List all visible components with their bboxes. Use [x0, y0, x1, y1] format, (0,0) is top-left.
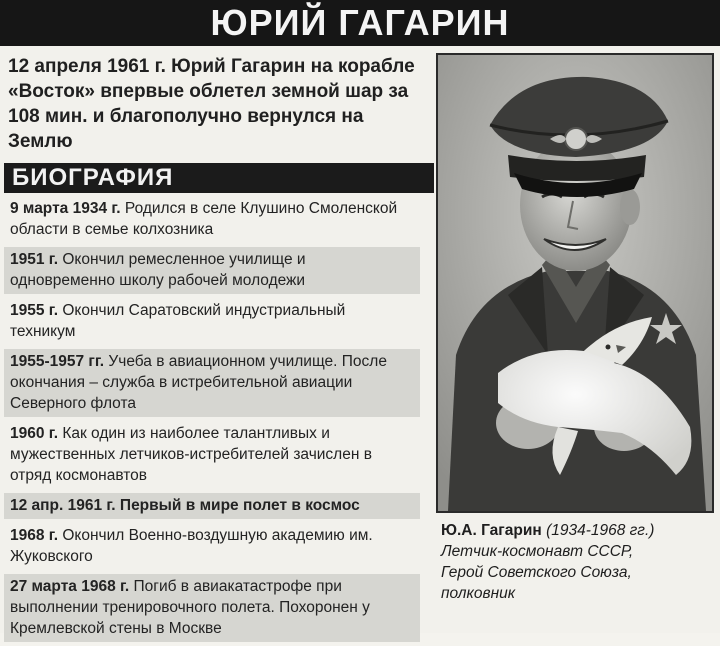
entry-text: Окончил Военно-воздушную академию им. Жуковского	[10, 527, 373, 565]
portrait-photo	[436, 53, 714, 513]
portrait-caption	[441, 520, 717, 604]
entry-text: Погиб в авиакатастрофе при выполнении тренировочного полета. Похоронен у Кремлевской стены в Москве	[10, 578, 370, 637]
entry-text: Как один из наиболее талантливых и мужественных летчиков-истребителей зачислен в отряд космонавтов	[10, 425, 372, 484]
timeline-entry	[4, 247, 420, 294]
timeline-entry	[4, 298, 420, 345]
caption-honor: Герой Советского Союза,	[441, 564, 632, 581]
caption-rank: полковник	[441, 585, 516, 602]
intro-text: 12 апреля 1961 г. Юрий Гагарин на корабле «Восток» впервые облетел земной шар за 108 мин. и благополучно вернулся на Землю	[8, 56, 415, 152]
entry-text: Родился в селе Клушино Смоленской области в семье колхозника	[10, 200, 398, 238]
entry-text: Окончил ремесленное училище и одновременно школу рабочей молодежи	[10, 251, 306, 289]
portrait-illustration	[438, 55, 712, 511]
entry-date: 1968 г.	[10, 527, 58, 544]
entry-text: Первый в мире полет в космос	[119, 497, 360, 514]
entry-date: 12 апр. 1961 г.	[10, 497, 116, 514]
timeline-entry	[4, 196, 420, 243]
entry-date: 1955 г.	[10, 302, 58, 319]
entry-date: 1955-1957 гг.	[10, 353, 105, 370]
biography-timeline	[4, 196, 420, 646]
page-title: ЮРИЙ ГАГАРИН	[0, 0, 720, 46]
biography-heading: БИОГРАФИЯ	[4, 163, 434, 193]
caption-title: Летчик-космонавт СССР,	[441, 543, 634, 560]
entry-date: 1951 г.	[10, 251, 58, 268]
entry-date: 27 марта 1968 г.	[10, 578, 130, 595]
entry-date: 9 марта 1934 г.	[10, 200, 121, 217]
timeline-entry	[4, 421, 420, 489]
entry-text: Учеба в авиационном училище. После окончания – служба в истребительной авиации Северного флота	[10, 353, 387, 412]
entry-date: 1960 г.	[10, 425, 58, 442]
timeline-entry	[4, 493, 420, 519]
timeline-entry	[4, 574, 420, 642]
timeline-entry	[4, 349, 420, 417]
entry-text: Окончил Саратовский индустриальный техникум	[10, 302, 346, 340]
caption-years: (1934-1968 гг.)	[546, 522, 655, 539]
timeline-entry	[4, 523, 420, 570]
caption-name: Ю.А. Гагарин	[441, 522, 542, 539]
